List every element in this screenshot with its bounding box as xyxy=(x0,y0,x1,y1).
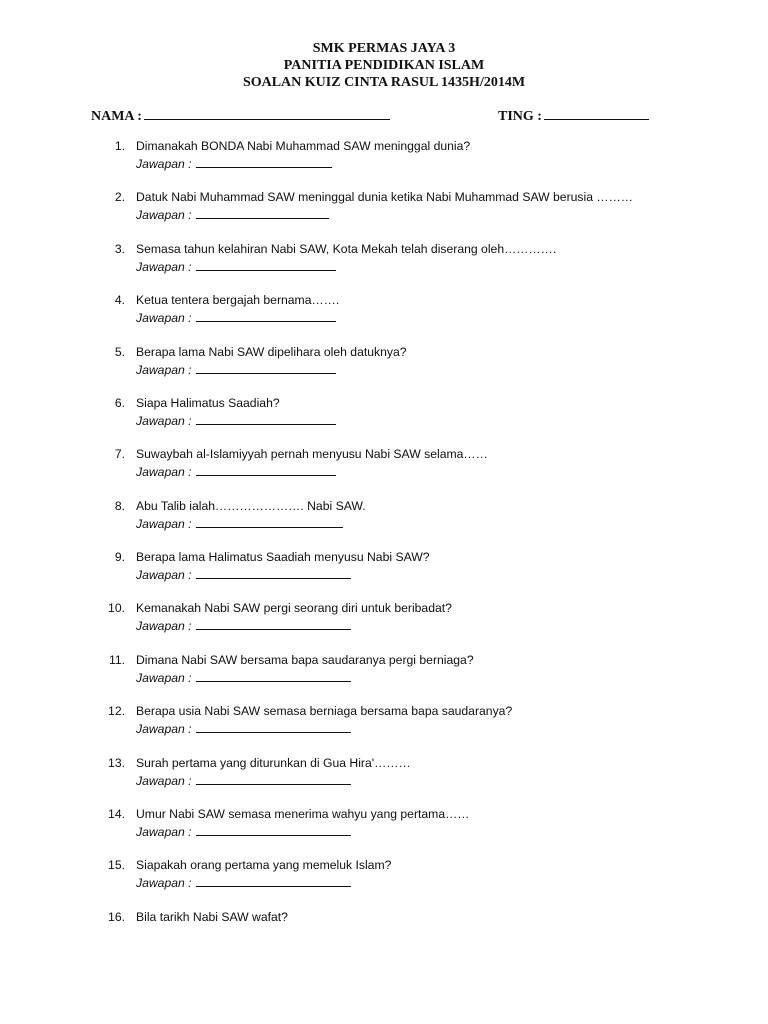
answer-row xyxy=(136,412,336,430)
question-text: Ketua tentera bergajah bernama……. xyxy=(136,293,340,307)
answer-blank-line[interactable] xyxy=(196,823,351,836)
question-text: Berapa lama Halimatus Saadiah menyusu Nabi SAW? xyxy=(136,550,430,564)
question-number: 9. xyxy=(114,550,125,564)
answer-label: Jawapan : xyxy=(136,414,192,428)
answer-row xyxy=(136,874,351,892)
answer-row xyxy=(136,463,336,481)
answer-label: Jawapan : xyxy=(136,825,192,839)
answer-label: Jawapan : xyxy=(136,619,192,633)
question-text: Dimanakah BONDA Nabi Muhammad SAW meninggal dunia? xyxy=(136,139,471,153)
question-text: Semasa tahun kelahiran Nabi SAW, Kota Mekah telah diserang oleh…………. xyxy=(136,242,557,256)
answer-row xyxy=(136,361,336,379)
answer-blank-line[interactable] xyxy=(196,361,336,374)
question-text: Berapa usia Nabi SAW semasa berniaga bersama bapa saudaranya? xyxy=(136,704,513,718)
answer-label: Jawapan : xyxy=(136,774,192,788)
answer-label: Jawapan : xyxy=(136,517,192,531)
answer-label: Jawapan : xyxy=(136,671,192,685)
answer-label: Jawapan : xyxy=(136,465,192,479)
answer-row xyxy=(136,720,351,738)
answer-row xyxy=(136,823,351,841)
answer-label: Jawapan : xyxy=(136,311,192,325)
question-text: Abu Talib ialah…………………. Nabi SAW. xyxy=(136,499,366,513)
question-number: 10. xyxy=(108,601,125,615)
form-level-label: TING : xyxy=(498,109,542,124)
school-name: SMK PERMAS JAYA 3 xyxy=(312,41,456,56)
answer-label: Jawapan : xyxy=(136,876,192,890)
question-number: 13. xyxy=(108,756,125,770)
answer-label: Jawapan : xyxy=(136,568,192,582)
question-number: 1. xyxy=(114,139,125,153)
question-text: Berapa lama Nabi SAW dipelihara oleh datuknya? xyxy=(136,345,407,359)
answer-row xyxy=(136,772,351,790)
answer-label: Jawapan : xyxy=(136,363,192,377)
answer-blank-line[interactable] xyxy=(196,206,329,219)
question-number: 15. xyxy=(108,858,125,872)
answer-blank-line[interactable] xyxy=(196,258,336,271)
name-label: NAMA : xyxy=(91,109,142,124)
answer-label: Jawapan : xyxy=(136,208,192,222)
question-number: 7. xyxy=(114,447,125,461)
answer-row xyxy=(136,155,332,173)
answer-blank-line[interactable] xyxy=(196,463,336,476)
answer-blank-line[interactable] xyxy=(196,412,336,425)
answer-label: Jawapan : xyxy=(136,157,192,171)
answer-blank-line[interactable] xyxy=(196,515,343,528)
question-number: 6. xyxy=(114,396,125,410)
answer-row xyxy=(136,309,336,327)
answer-blank-line[interactable] xyxy=(196,309,336,322)
question-number: 12. xyxy=(108,704,125,718)
answer-row xyxy=(136,515,343,533)
question-number: 4. xyxy=(114,293,125,307)
question-text: Bila tarikh Nabi SAW wafat? xyxy=(136,910,288,924)
answer-row xyxy=(136,206,329,224)
answer-row xyxy=(136,617,351,635)
question-number: 3. xyxy=(114,242,125,256)
question-text: Kemanakah Nabi SAW pergi seorang diri untuk beribadat? xyxy=(136,601,452,615)
answer-label: Jawapan : xyxy=(136,722,192,736)
answer-blank-line[interactable] xyxy=(196,155,332,168)
answer-blank-line[interactable] xyxy=(196,720,351,733)
question-number: 5. xyxy=(114,345,125,359)
question-number: 2. xyxy=(114,190,125,204)
question-number: 11. xyxy=(108,653,125,667)
answer-blank-line[interactable] xyxy=(196,669,351,682)
answer-blank-line[interactable] xyxy=(196,874,351,887)
quiz-title: SOALAN KUIZ CINTA RASUL 1435H/2014M xyxy=(242,75,526,90)
answer-row xyxy=(136,669,351,687)
question-text: Dimana Nabi SAW bersama bapa saudaranya pergi berniaga? xyxy=(136,653,474,667)
question-text: Umur Nabi SAW semasa menerima wahyu yang pertama…… xyxy=(136,807,470,821)
question-text: Siapa Halimatus Saadiah? xyxy=(136,396,280,410)
question-number: 14. xyxy=(108,807,125,821)
question-number: 8. xyxy=(114,499,125,513)
answer-row xyxy=(136,258,336,276)
question-text: Datuk Nabi Muhammad SAW meninggal dunia ketika Nabi Muhammad SAW berusia ……… xyxy=(136,190,633,204)
question-text: Suwaybah al-Islamiyyah pernah menyusu Nabi SAW selama…… xyxy=(136,447,488,461)
answer-row xyxy=(136,566,351,584)
answer-blank-line[interactable] xyxy=(196,617,351,630)
answer-blank-line[interactable] xyxy=(196,772,351,785)
question-number: 16. xyxy=(108,910,125,924)
panel-name: PANITIA PENDIDIKAN ISLAM xyxy=(283,58,485,73)
question-text: Siapakah orang pertama yang memeluk Islam? xyxy=(136,858,392,872)
answer-blank-line[interactable] xyxy=(196,566,351,579)
answer-label: Jawapan : xyxy=(136,260,192,274)
question-text: Surah pertama yang diturunkan di Gua Hira'……… xyxy=(136,756,411,770)
